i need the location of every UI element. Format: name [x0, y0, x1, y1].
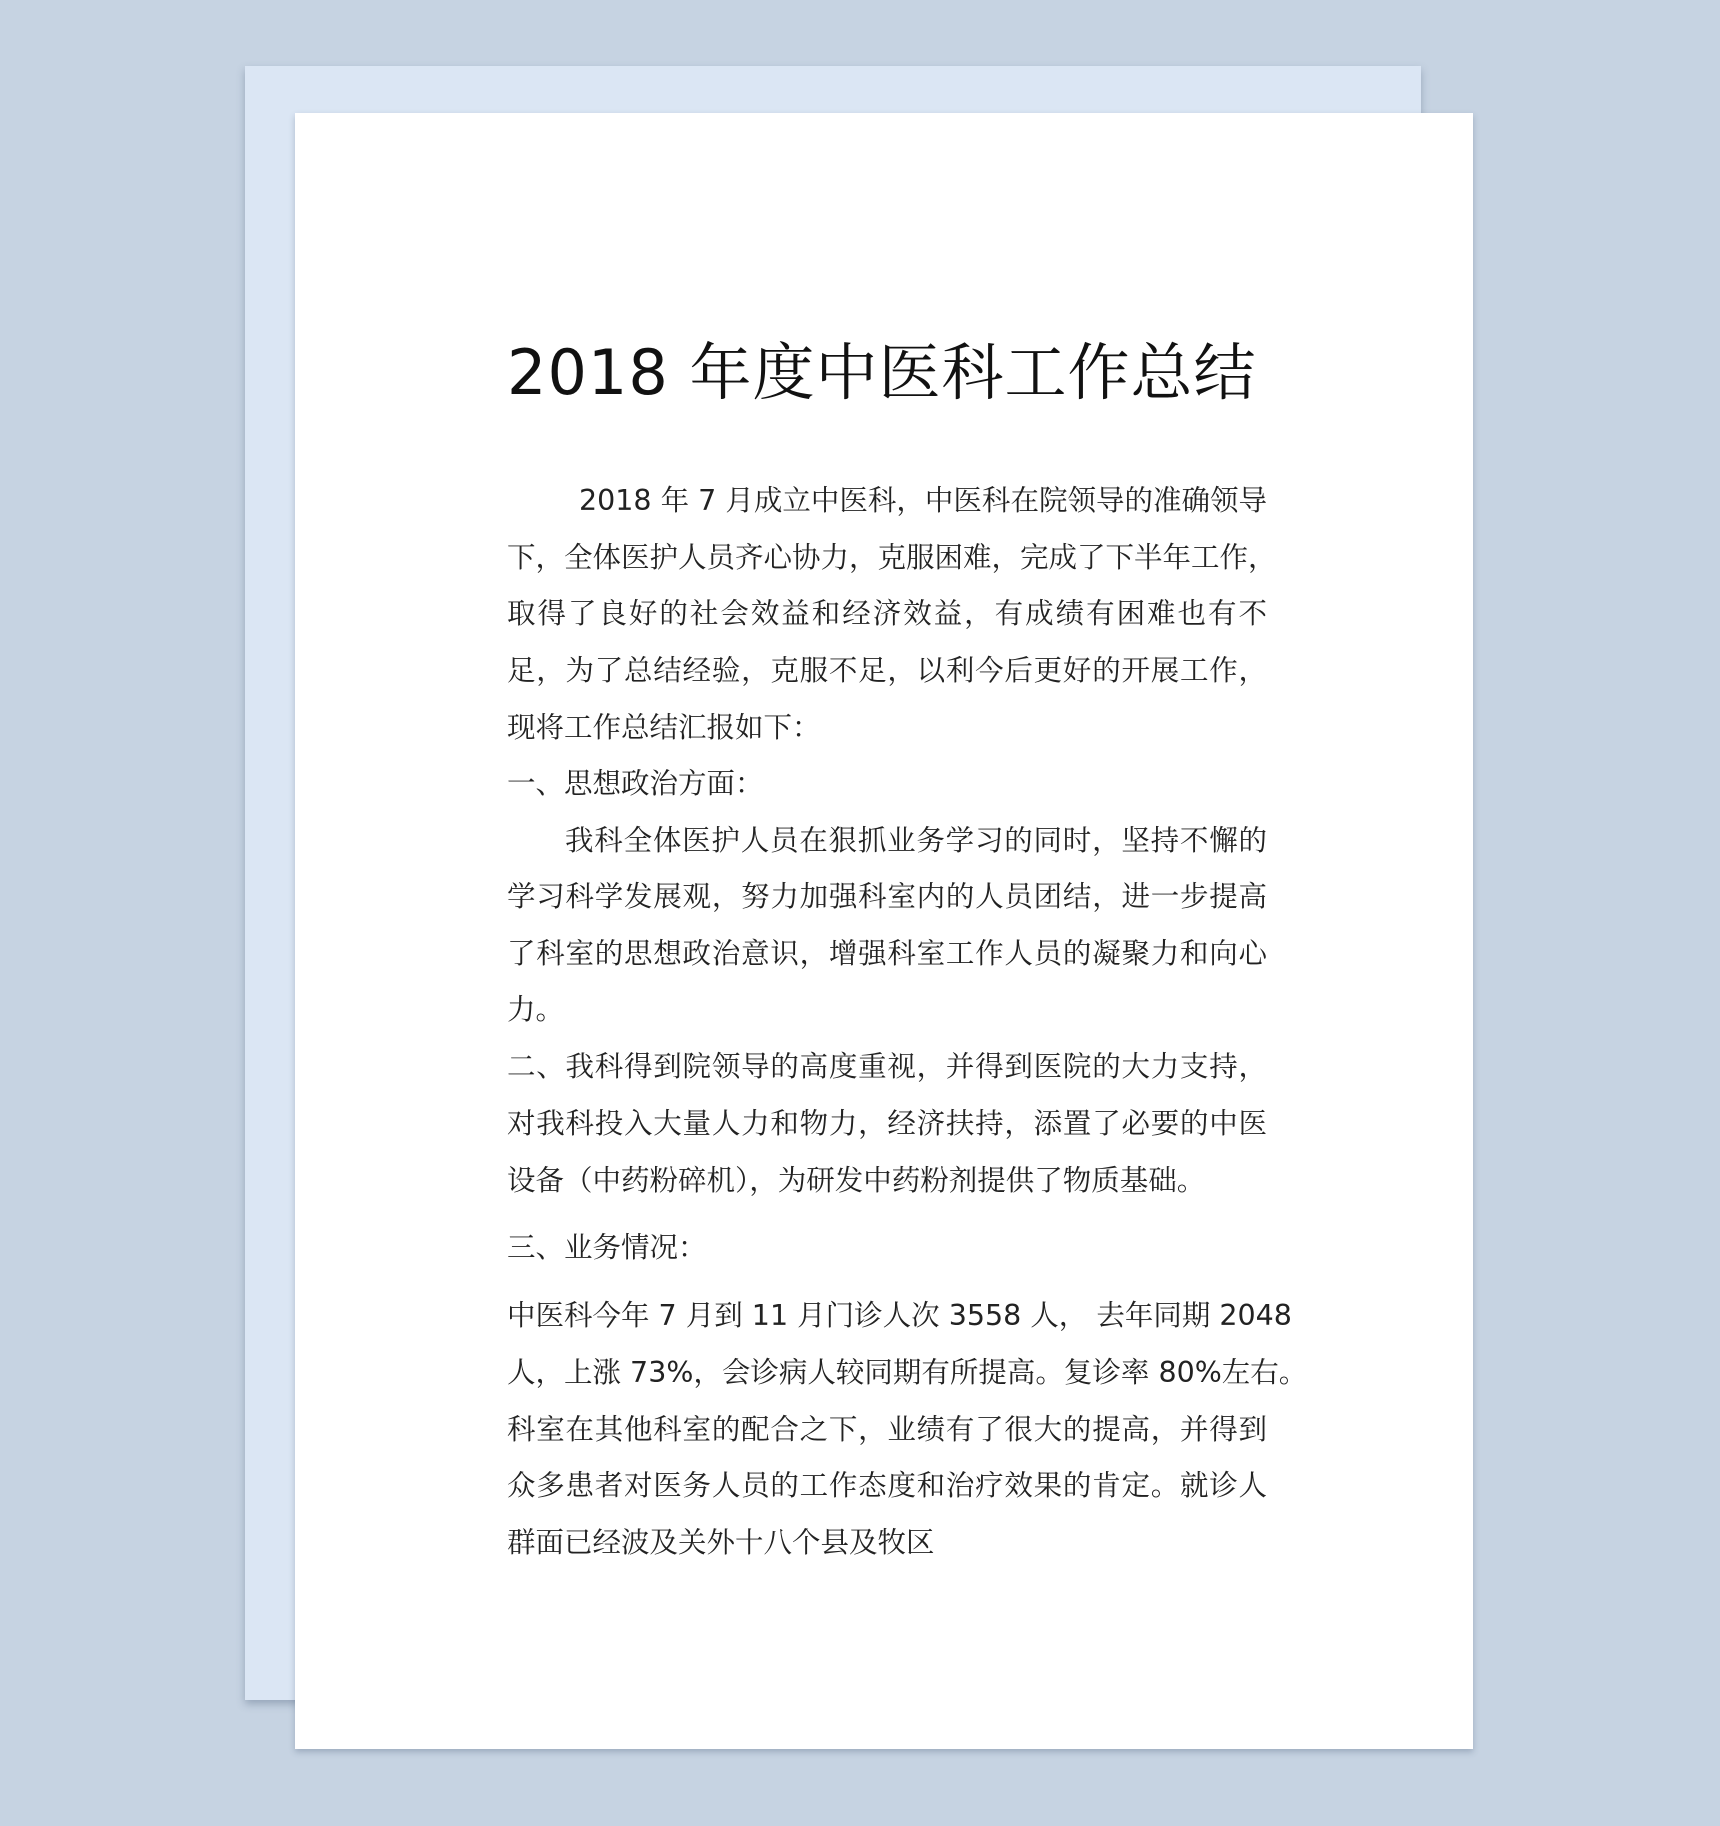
- document-title: 2018 年度中医科工作总结: [507, 336, 1257, 409]
- paragraph-line: 力。: [507, 993, 565, 1026]
- paragraph-line: 2018 年 7 月成立中医科，中医科在院领导的准确领导: [579, 484, 1267, 517]
- paragraph-line: 了科室的思想政治意识，增强科室工作人员的凝聚力和向心: [507, 937, 1267, 970]
- paragraph-line: 人，上涨 73%，会诊病人较同期有所提高。复诊率 80%左右。: [507, 1356, 1308, 1389]
- paragraph-line: 众多患者对医务人员的工作态度和治疗效果的肯定。就诊人: [507, 1469, 1267, 1502]
- paragraph-line: 足，为了总结经验，克服不足，以利今后更好的开展工作，: [507, 654, 1267, 687]
- paragraph-line: 现将工作总结汇报如下：: [507, 711, 821, 744]
- paragraph-line: 中医科今年 7 月到 11 月门诊人次 3558 人， 去年同期 2048: [507, 1299, 1292, 1332]
- paragraph-line: 科室在其他科室的配合之下，业绩有了很大的提高，并得到: [507, 1413, 1267, 1446]
- paragraph-line: 取得了良好的社会效益和经济效益，有成绩有困难也有不: [507, 597, 1267, 630]
- paragraph-line: 下，全体医护人员齐心协力，克服困难，完成了下半年工作，: [507, 541, 1277, 574]
- paragraph-line: 设备（中药粉碎机），为研发中药粉剂提供了物质基础。: [507, 1164, 1206, 1197]
- paragraph-line: 我科全体医护人员在狠抓业务学习的同时，坚持不懈的: [565, 824, 1267, 857]
- paragraph-line: 群面已经波及关外十八个县及牧区: [507, 1526, 935, 1559]
- paragraph-line: 对我科投入大量人力和物力，经济扶持，添置了必要的中医: [507, 1107, 1267, 1140]
- paragraph-line: 学习科学发展观，努力加强科室内的人员团结，进一步提高: [507, 880, 1267, 913]
- section-heading: 一、思想政治方面：: [507, 767, 764, 800]
- section-heading: 三、业务情况：: [507, 1231, 707, 1264]
- section-heading: 二、我科得到院领导的高度重视，并得到医院的大力支持，: [507, 1050, 1267, 1083]
